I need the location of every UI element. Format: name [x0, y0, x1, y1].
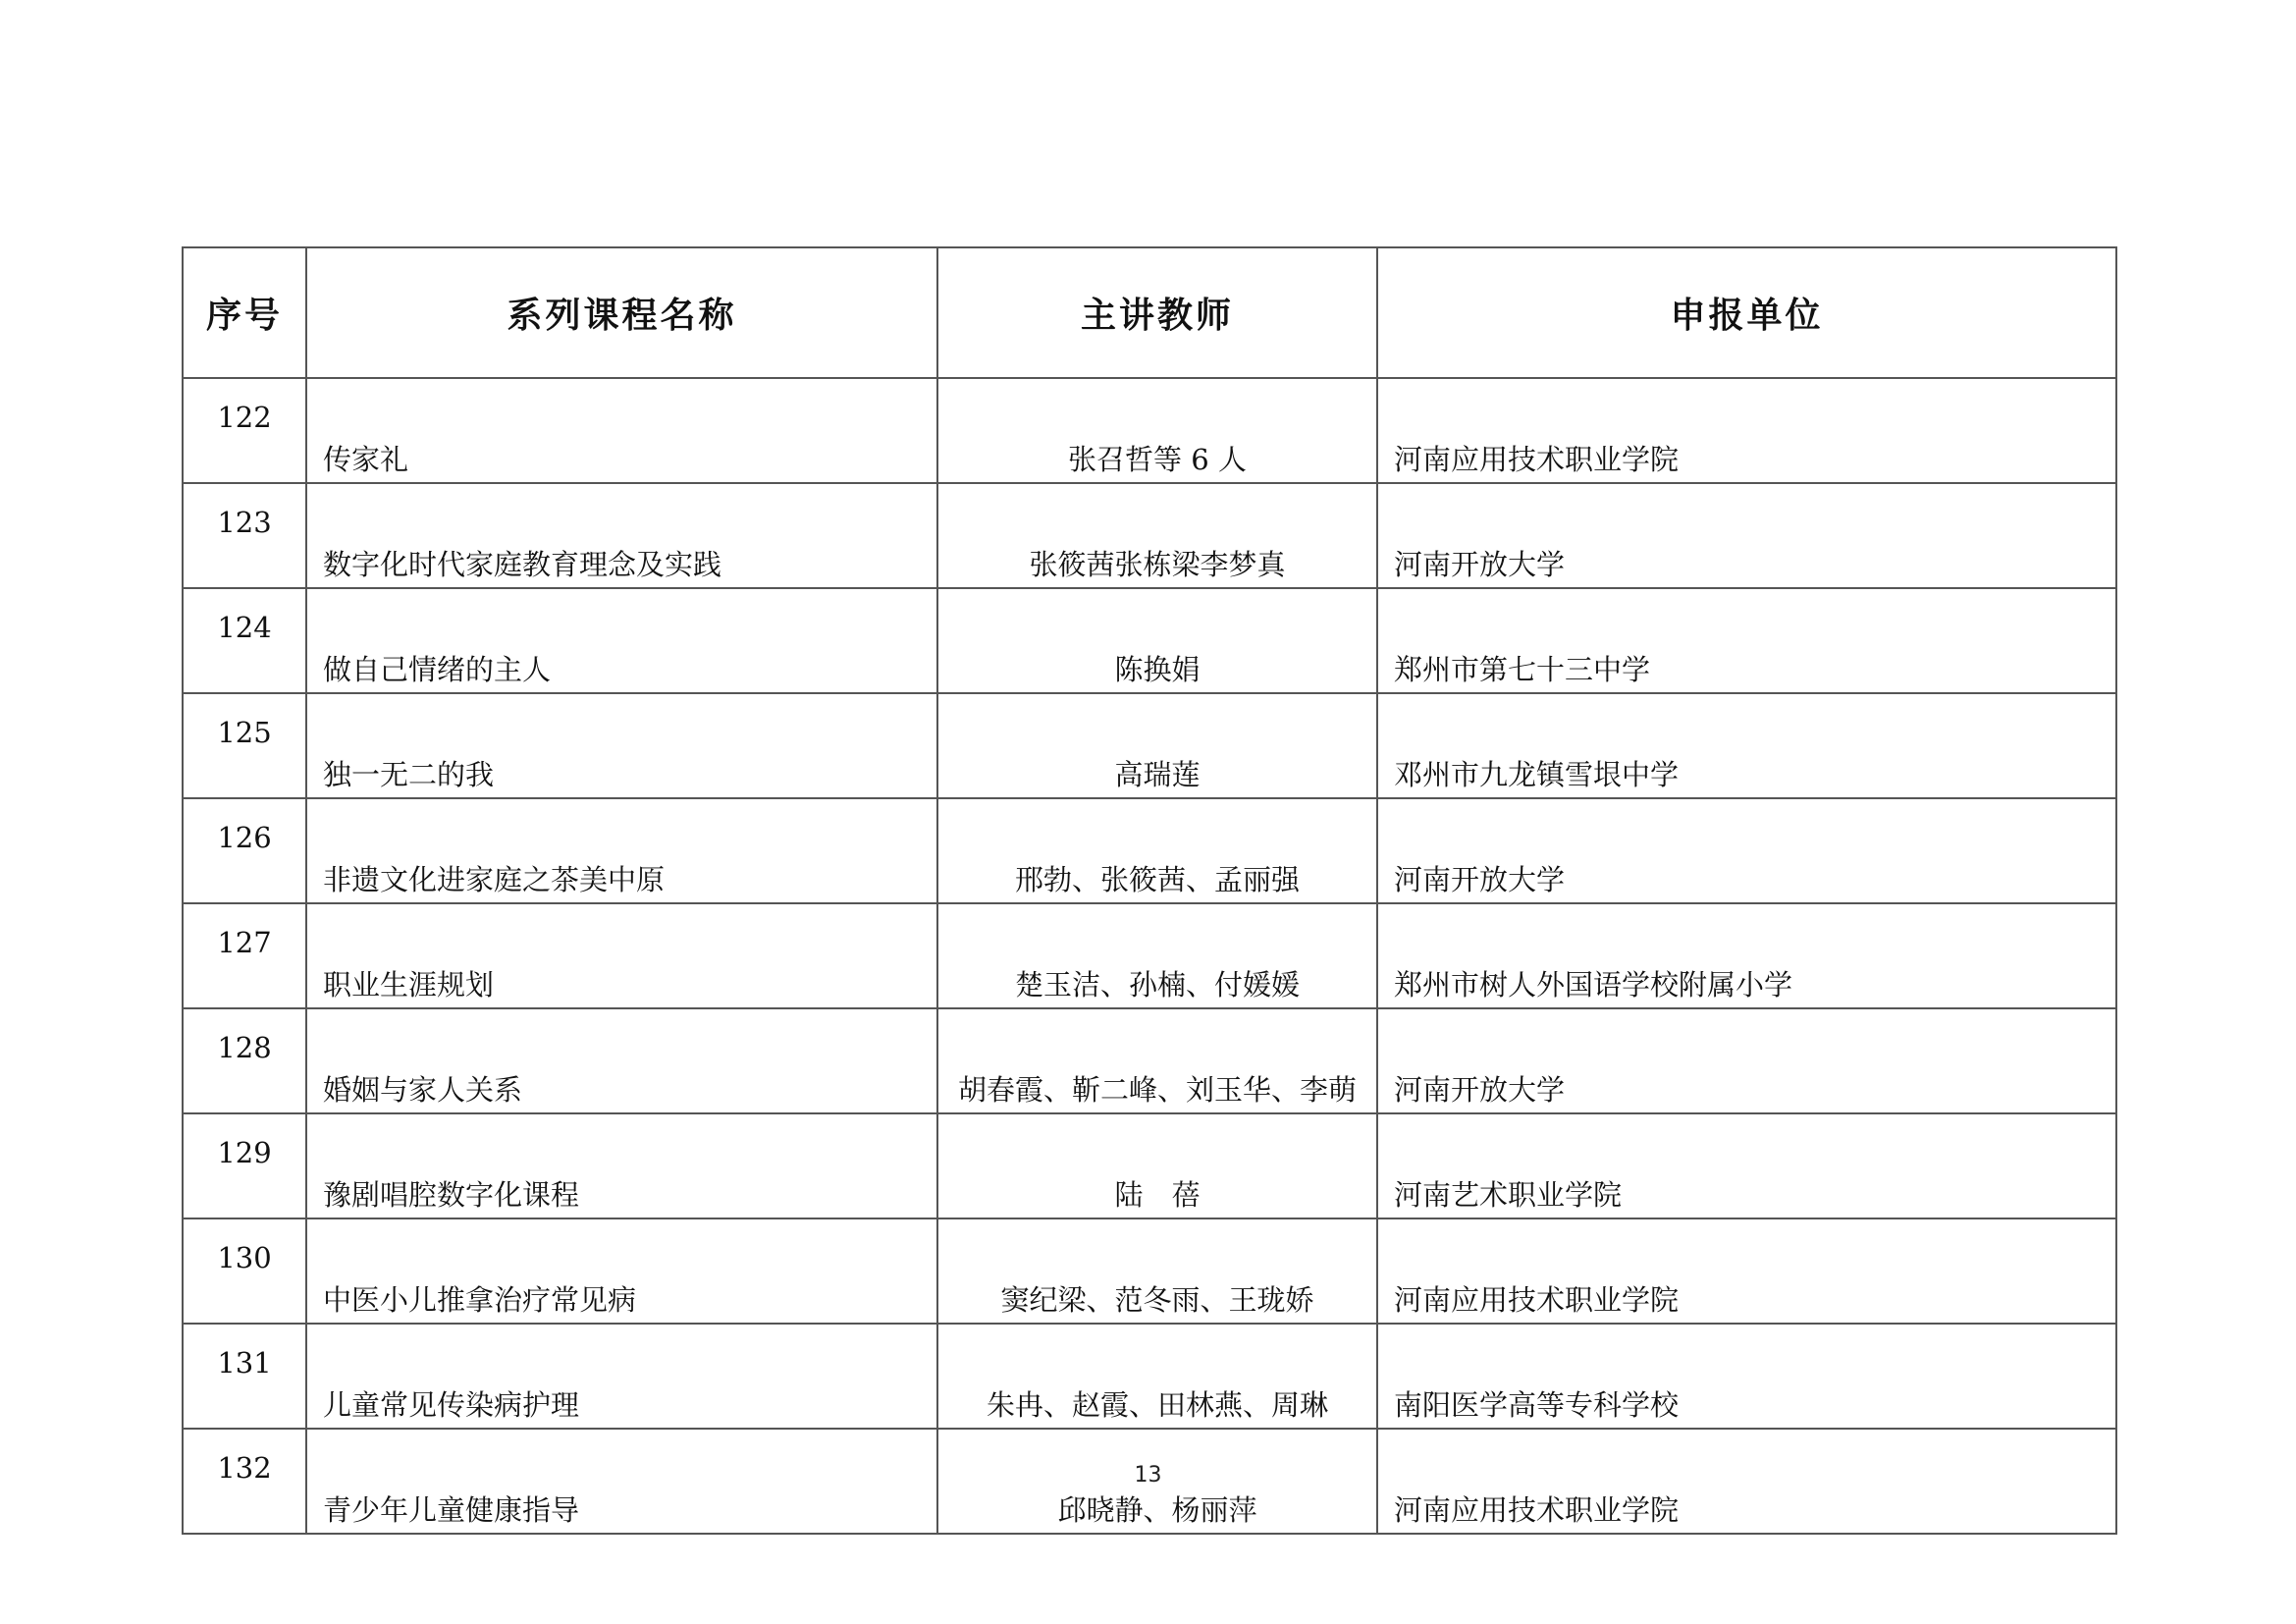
course-name: 做自己情绪的主人: [306, 588, 937, 693]
teacher-names: 高瑞莲: [937, 693, 1377, 798]
table-row: [183, 588, 2116, 693]
applicant-unit: 河南开放大学: [1377, 1008, 2116, 1113]
row-number: 123: [183, 483, 306, 588]
table-row: [183, 798, 2116, 903]
header-course-name: 系列课程名称: [306, 247, 937, 378]
applicant-unit: 南阳医学高等专科学校: [1377, 1324, 2116, 1429]
applicant-unit: 河南应用技术职业学院: [1377, 1218, 2116, 1324]
table-row: [183, 483, 2116, 588]
course-name: 青少年儿童健康指导: [306, 1429, 937, 1534]
row-number: 131: [183, 1324, 306, 1429]
table-body: [183, 378, 2116, 1534]
course-name: 婚姻与家人关系: [306, 1008, 937, 1113]
teacher-names: 张召哲等 6 人: [937, 378, 1377, 483]
header-teacher: 主讲教师: [937, 247, 1377, 378]
course-name: 非遗文化进家庭之茶美中原: [306, 798, 937, 903]
row-number: 122: [183, 378, 306, 483]
applicant-unit: 河南应用技术职业学院: [1377, 378, 2116, 483]
applicant-unit: 河南开放大学: [1377, 483, 2116, 588]
row-number: 127: [183, 903, 306, 1008]
table-row: [183, 1008, 2116, 1113]
teacher-names: 朱冉、赵霞、田林燕、周琳: [937, 1324, 1377, 1429]
applicant-unit: 河南艺术职业学院: [1377, 1113, 2116, 1218]
course-name: 豫剧唱腔数字化课程: [306, 1113, 937, 1218]
course-name: 独一无二的我: [306, 693, 937, 798]
course-name: 职业生涯规划: [306, 903, 937, 1008]
row-number: 126: [183, 798, 306, 903]
applicant-unit: 郑州市树人外国语学校附属小学: [1377, 903, 2116, 1008]
teacher-names: 陈换娟: [937, 588, 1377, 693]
teacher-names: 楚玉洁、孙楠、付媛媛: [937, 903, 1377, 1008]
course-name: 传家礼: [306, 378, 937, 483]
table-row: [183, 1113, 2116, 1218]
table-row: [183, 1218, 2116, 1324]
table-header: [183, 247, 2116, 378]
table-row: [183, 903, 2116, 1008]
applicant-unit: 河南应用技术职业学院: [1377, 1429, 2116, 1534]
row-number: 124: [183, 588, 306, 693]
page-number: 13: [1134, 1463, 1162, 1488]
row-number: 132: [183, 1429, 306, 1534]
teacher-names: 邱晓静、杨丽萍: [937, 1429, 1377, 1534]
row-number: 125: [183, 693, 306, 798]
applicant-unit: 河南开放大学: [1377, 798, 2116, 903]
teacher-names: 窦纪梁、范冬雨、王珑娇: [937, 1218, 1377, 1324]
row-number: 130: [183, 1218, 306, 1324]
course-table: [182, 246, 2117, 1535]
teacher-names: 胡春霞、靳二峰、刘玉华、李萌: [937, 1008, 1377, 1113]
row-number: 128: [183, 1008, 306, 1113]
applicant-unit: 郑州市第七十三中学: [1377, 588, 2116, 693]
header-no: 序号: [183, 247, 306, 378]
teacher-names: 邢勃、张筱茜、孟丽强: [937, 798, 1377, 903]
teacher-names: 张筱茜张栋梁李梦真: [937, 483, 1377, 588]
teacher-names: 陆 蓓: [937, 1113, 1377, 1218]
course-name: 数字化时代家庭教育理念及实践: [306, 483, 937, 588]
table-row: [183, 378, 2116, 483]
row-number: 129: [183, 1113, 306, 1218]
header-row: [183, 247, 2116, 378]
header-unit: 申报单位: [1377, 247, 2116, 378]
applicant-unit: 邓州市九龙镇雪垠中学: [1377, 693, 2116, 798]
course-name: 儿童常见传染病护理: [306, 1324, 937, 1429]
table-row: [183, 693, 2116, 798]
table-row: [183, 1324, 2116, 1429]
course-name: 中医小儿推拿治疗常见病: [306, 1218, 937, 1324]
